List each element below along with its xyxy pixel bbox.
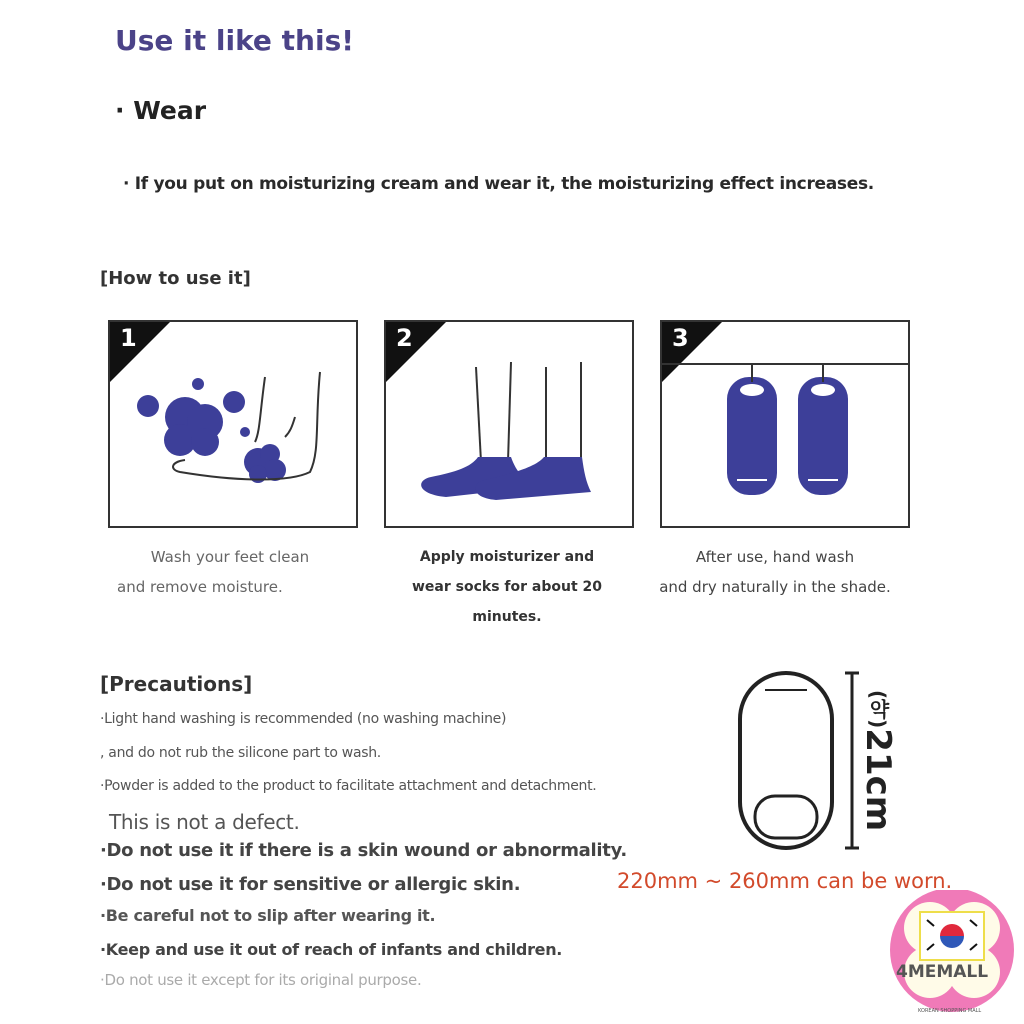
logo-name: 4MEMALL bbox=[896, 962, 989, 982]
step-number: 3 bbox=[672, 324, 689, 352]
step-number: 1 bbox=[120, 324, 137, 352]
step-1-caption bbox=[105, 542, 355, 602]
socks-illustration bbox=[386, 322, 632, 526]
step-number: 2 bbox=[396, 324, 413, 352]
fit-note: 220mm ~ 260mm can be worn. bbox=[617, 869, 953, 893]
moisturizing-tip: · If you put on moisturizing cream and wear it, the moisturizing effect increases. bbox=[123, 174, 874, 194]
step-1-panel bbox=[108, 320, 358, 528]
caption-line: Apply moisturizer and bbox=[419, 549, 595, 565]
logo-tagline: KOREAN SHOPPING MALL bbox=[918, 1008, 982, 1014]
precautions-heading: [Precautions] bbox=[100, 672, 253, 696]
wash-feet-illustration bbox=[110, 322, 356, 526]
drying-illustration bbox=[662, 322, 908, 526]
caption-line: and remove moisture. bbox=[117, 578, 283, 596]
step-2-panel bbox=[384, 320, 634, 528]
precaution-item: , and do not rub the silicone part to wash. bbox=[100, 745, 381, 761]
step-2-caption bbox=[382, 542, 632, 632]
size-prefix: (약) bbox=[866, 690, 890, 729]
caption-line: minutes. bbox=[472, 609, 542, 625]
caption-line: Wash your feet clean bbox=[150, 548, 310, 566]
size-diagram-icon bbox=[735, 668, 865, 853]
size-label bbox=[858, 690, 898, 831]
precaution-item: ·Powder is added to the product to facilitate attachment and detachment. bbox=[100, 778, 597, 794]
precaution-item: This is not a defect. bbox=[109, 810, 300, 834]
precaution-item: ·Do not use it for sensitive or allergic skin. bbox=[100, 874, 521, 895]
precaution-item: ·Be careful not to slip after wearing it. bbox=[100, 906, 436, 925]
step-3-panel bbox=[660, 320, 910, 528]
caption-line: and dry naturally in the shade. bbox=[659, 578, 891, 596]
page-title: Use it like this! bbox=[115, 24, 355, 57]
caption-line: wear socks for about 20 bbox=[411, 579, 602, 595]
store-logo bbox=[888, 890, 1016, 1018]
caption-line: After use, hand wash bbox=[695, 548, 855, 566]
korean-flag-logo-icon bbox=[888, 890, 1016, 1018]
size-value: 21cm bbox=[858, 728, 898, 832]
precaution-item: ·Do not use it except for its original purpose. bbox=[100, 971, 422, 989]
wear-heading: · Wear bbox=[115, 96, 207, 125]
precaution-item: ·Do not use it if there is a skin wound or abnormality. bbox=[100, 840, 627, 861]
precaution-item: ·Light hand washing is recommended (no washing machine) bbox=[100, 711, 507, 727]
precaution-item: ·Keep and use it out of reach of infants and children. bbox=[100, 940, 563, 959]
step-3-caption bbox=[650, 542, 900, 602]
how-to-heading: [How to use it] bbox=[100, 268, 251, 289]
